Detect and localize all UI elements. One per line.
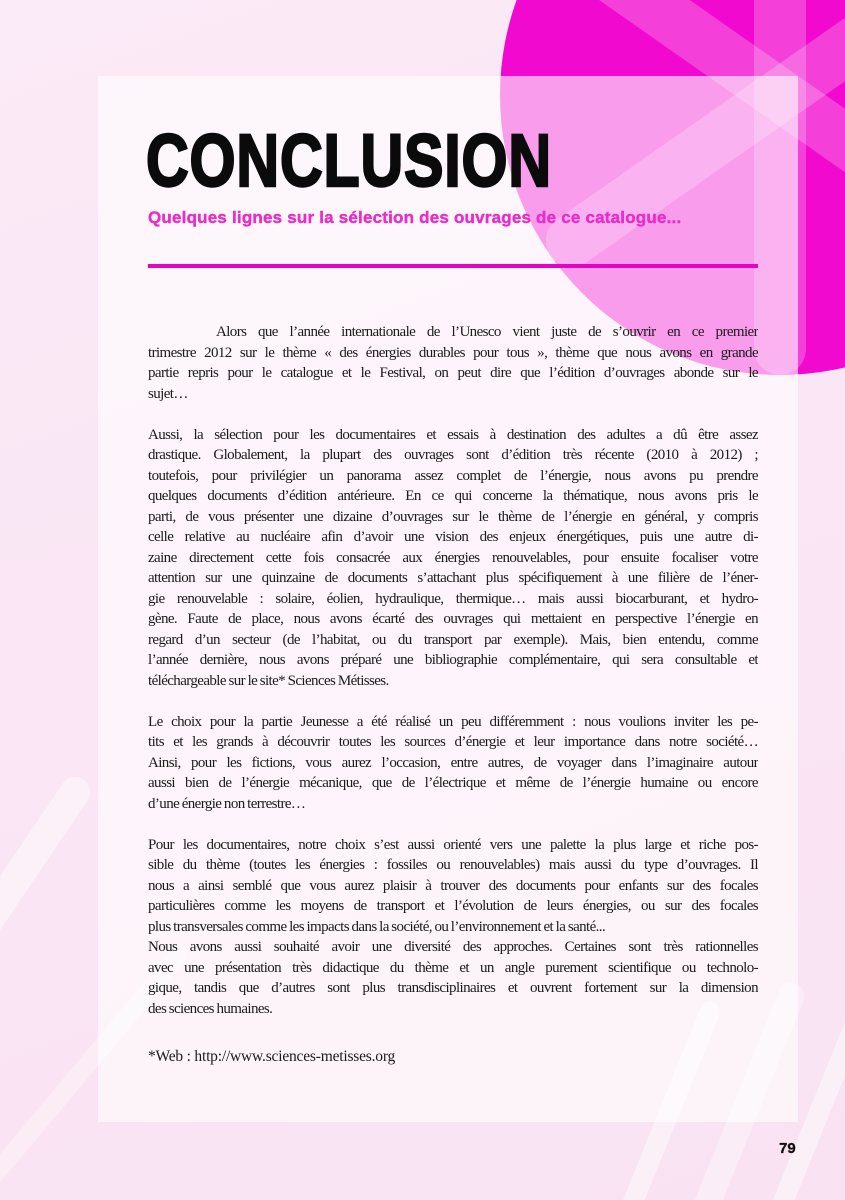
text-line: gique, tandis que d’autres sont plus transdisciplinaires et ouvrent fortement sur la dimension bbox=[148, 980, 758, 996]
paragraph bbox=[148, 425, 758, 692]
text-line: Ainsi, pour les fictions, vous aurez l’occasion, entre autres, de voyager dans l’imaginaire autour bbox=[148, 754, 758, 771]
text-line: parti, de vous présenter une dizaine d’ouvrages sur le thème de l’énergie en général, y compris bbox=[148, 508, 758, 525]
text-line: quelques documents d’édition antérieure. En ce qui concerne la thématique, nous avons pris le bbox=[148, 488, 758, 504]
text-line: regard d’un secteur (de l’habitat, ou du transport par exemple). Mais, bien entendu, comme bbox=[148, 631, 758, 648]
website-footnote: *Web : http://www.sciences-metisses.org bbox=[148, 1048, 396, 1065]
divider-rule bbox=[148, 264, 758, 268]
text-line: attention sur une quinzaine de documents s’attachant plus spécifiquement à une filière de l’éner- bbox=[148, 570, 758, 586]
text-line: celle relative au nucléaire afin d’avoir une vision des enjeux énergétiques, puis une autre di- bbox=[148, 529, 758, 545]
text-line: Alors que l’année internationale de l’Unesco vient juste de s’ouvrir en ce premier bbox=[216, 324, 758, 340]
paragraph bbox=[148, 835, 758, 938]
page-number: 79 bbox=[779, 1140, 796, 1157]
page-subtitle: Quelques lignes sur la sélection des ouvrages de ce catalogue... bbox=[148, 208, 682, 227]
text-line: sible du thème (toutes les énergies : fossiles ou renouvelables) mais aussi du type d’ouvrages. Il bbox=[148, 857, 758, 873]
paragraph bbox=[148, 712, 758, 815]
body-text bbox=[148, 322, 758, 1019]
paragraph bbox=[148, 937, 758, 1019]
text-line: aussi bien de l’énergie mécanique, que de l’électrique et même de l’énergie humaine ou encore bbox=[148, 775, 758, 791]
text-line: particulières comme les moyens de transport et l’évolution de leurs énergies, ou sur des focales bbox=[148, 898, 758, 914]
text-line: sujet… bbox=[148, 385, 188, 402]
text-line: toutefois, pour privilégier un panorama assez complet de l’énergie, nous avons pu prendre bbox=[148, 467, 758, 484]
text-line: gie renouvelable : solaire, éolien, hydraulique, thermique… mais aussi biocarburant, et hydro- bbox=[148, 590, 758, 607]
text-line: téléchargeable sur le site* Sciences Métisses. bbox=[148, 672, 389, 689]
text-line: Aussi, la sélection pour les documentaires et essais à destination des adultes a dû être assez bbox=[148, 426, 758, 443]
text-line: l’année dernière, nous avons préparé une bibliographie complémentaire, qui sera consultable et bbox=[148, 652, 758, 668]
paragraph bbox=[148, 322, 758, 404]
text-line: Pour les documentaires, notre choix s’est aussi orienté vers une palette la plus large et riche pos- bbox=[148, 836, 758, 853]
text-line: Le choix pour la partie Jeunesse a été réalisé un peu différemment : nous voulions inviter les pe- bbox=[148, 713, 758, 730]
text-line: partie repris pour le catalogue et le Festival, on peut dire que l’édition d’ouvrages abonde sur le bbox=[148, 365, 758, 381]
text-line: gène. Faute de place, nous avons écarté des ouvrages qui mettaient en perspective l’énergie en bbox=[148, 611, 758, 627]
text-line: trimestre 2012 sur le thème « des énergies durables pour tous », thème que nous avons en grande bbox=[148, 344, 758, 361]
text-line: zaine directement cette fois consacrée aux énergies renouvelables, pour ensuite focaliser votre bbox=[148, 549, 758, 566]
text-line: d’une énergie non terrestre… bbox=[148, 795, 306, 812]
text-line: Nous avons aussi souhaité avoir une diversité des approches. Certaines sont très rationnelles bbox=[148, 939, 758, 955]
text-line: avec une présentation très didactique du thème et un angle purement scientifique ou technolo- bbox=[148, 959, 758, 976]
page-title: CONCLUSION bbox=[146, 119, 552, 202]
text-line: tits et les grands à découvrir toutes les sources d’énergie et leur importance dans notre société… bbox=[148, 734, 758, 750]
text-line: drastique. Globalement, la plupart des ouvrages sont d’édition très récente (2010 à 2012) ; bbox=[148, 447, 758, 463]
text-line: nous a ainsi semblé que vous aurez plaisir à trouver des documents pour enfants sur des focales bbox=[148, 877, 758, 894]
text-line: des sciences humaines. bbox=[148, 1000, 273, 1017]
text-line: plus transversales comme les impacts dans la société, ou l’environnement et la santé... bbox=[148, 918, 606, 935]
